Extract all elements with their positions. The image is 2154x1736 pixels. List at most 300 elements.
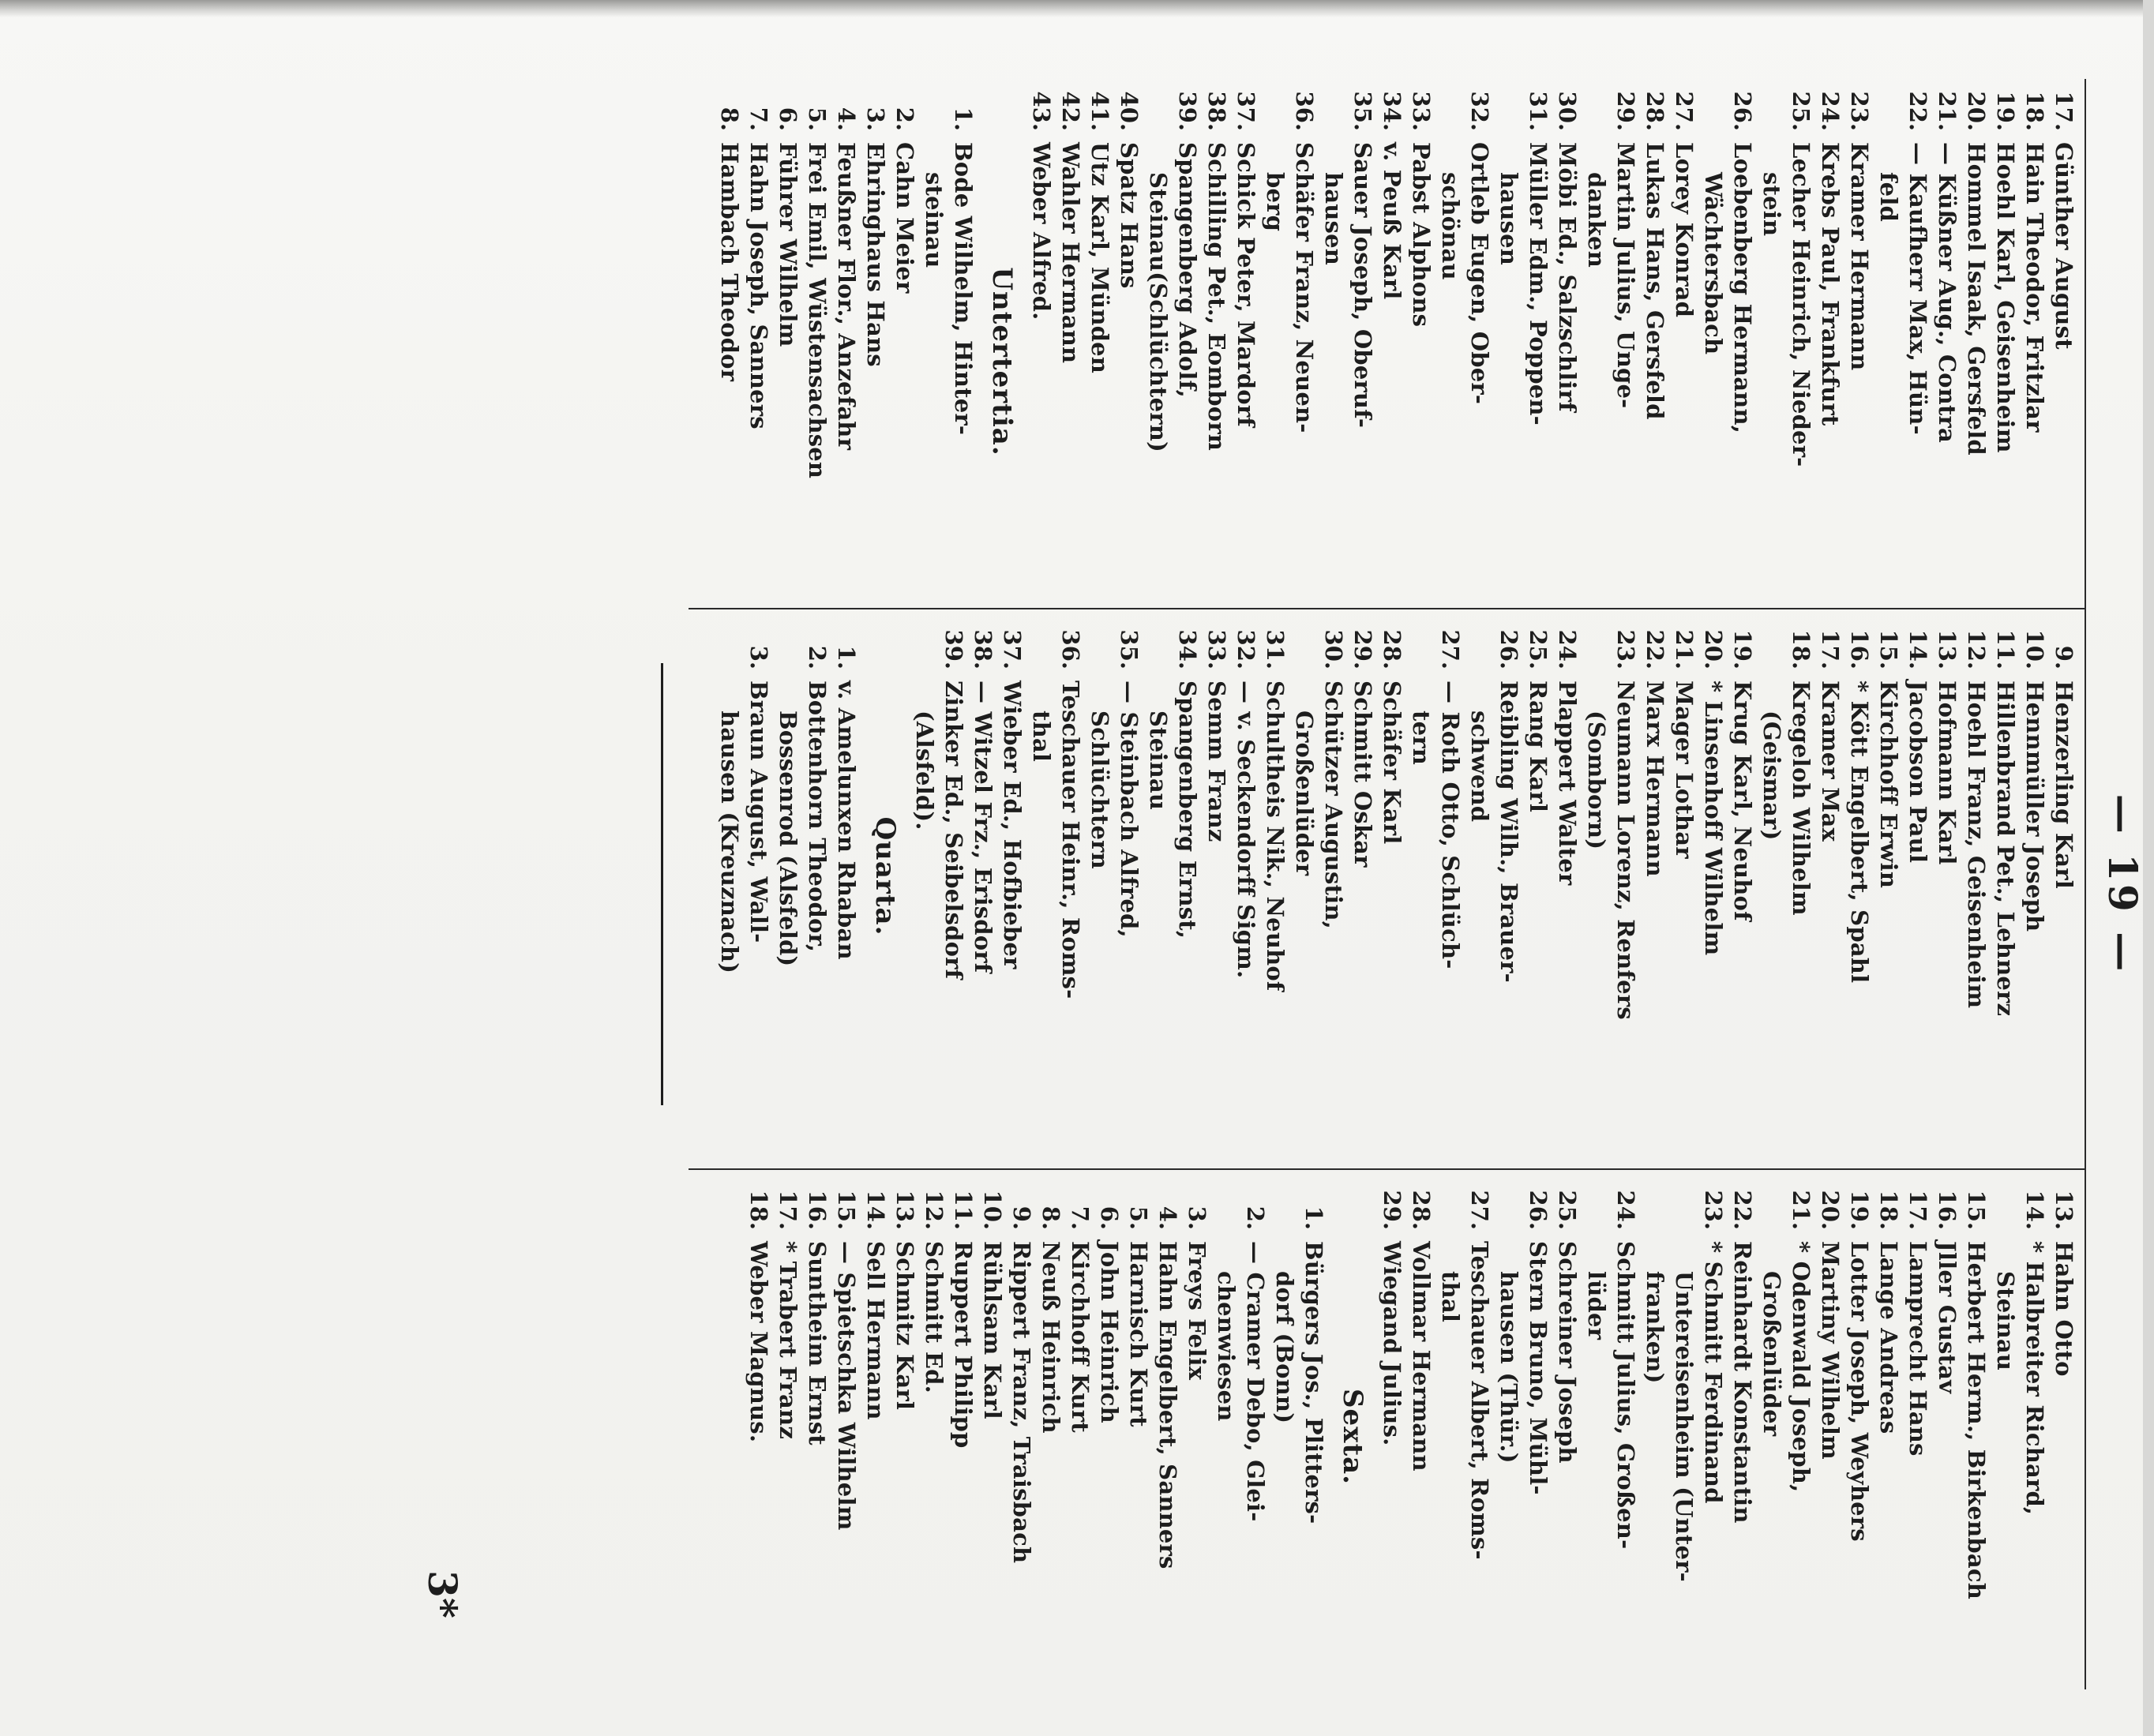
entry-number: 16. <box>1846 629 1873 669</box>
entry-number: 21. <box>1934 91 1961 131</box>
entry-number: 27. <box>1671 91 1698 131</box>
entry-text: Ortleb Eugen, Ober- <box>1466 142 1493 405</box>
entry-number: 3. <box>862 107 889 131</box>
list-entry-continuation <box>1582 85 1611 591</box>
entry-number: 39. <box>940 629 967 669</box>
entry-text: Lecher Heinrich, Nieder- <box>1788 142 1814 467</box>
entry-number: 29. <box>1349 629 1376 669</box>
entry-text: Steinau <box>1145 711 1172 811</box>
section-heading: Quarta. <box>869 816 901 936</box>
entry-text: Bossenrod (Alsfeld) <box>775 711 801 967</box>
list-entry <box>890 85 919 591</box>
entry-number: 6. <box>775 107 801 131</box>
list-entry <box>2049 1184 2078 1689</box>
entry-number: 28. <box>1379 629 1405 669</box>
entry-number: 36. <box>1057 629 1084 669</box>
list-entry <box>2049 624 2078 1129</box>
entry-number: 17. <box>1817 629 1844 669</box>
list-entry <box>1611 624 1640 1129</box>
entry-text: Weber Alfred. <box>1028 142 1055 321</box>
entry-number: 17. <box>775 1190 801 1230</box>
list-entry <box>2020 1184 2049 1689</box>
entry-text: Hofmann Karl <box>1934 681 1961 865</box>
list-entry <box>1844 85 1874 591</box>
entry-text: steinau <box>921 172 948 268</box>
entry-text: Teschauer Albert, Roms- <box>1466 1241 1493 1560</box>
entry-text: Plappert Walter <box>1554 681 1581 886</box>
list-entry <box>1465 1184 1494 1689</box>
entry-number: 32. <box>1466 91 1493 131</box>
entry-number: 8. <box>1038 1205 1064 1230</box>
page-number: — 19 — <box>2100 793 2146 975</box>
entry-text: Jacobson Paul <box>1904 681 1931 864</box>
entry-text: Führer Wilhelm <box>775 142 801 347</box>
entry-text: Utz Karl, Münden <box>1086 142 1113 374</box>
list-entry <box>1669 85 1698 591</box>
entry-number: 36. <box>1291 91 1318 131</box>
entry-text: Sell Hermann <box>862 1241 889 1420</box>
entry-text: Teschauer Heinr., Roms- <box>1057 681 1084 999</box>
entry-number: 2. <box>891 107 918 131</box>
list-entry <box>1611 85 1640 591</box>
list-entry-continuation <box>773 624 802 1129</box>
entry-number: 15. <box>833 1190 860 1230</box>
entry-number: 31. <box>1525 91 1552 131</box>
list-entry <box>1552 85 1582 591</box>
entry-text: Lotter Joseph, Weyhers <box>1846 1241 1873 1542</box>
decorative-rule <box>661 663 663 1105</box>
entry-number: 1. <box>833 645 860 669</box>
entry-text: Stern Bruno, Mühl- <box>1525 1241 1552 1495</box>
list-entry <box>968 624 997 1129</box>
list-entry-continuation <box>1319 85 1348 591</box>
entry-text: Kirchhoff Kurt <box>1067 1241 1094 1433</box>
entry-text: v. Amelunxen Rhaban <box>833 681 860 960</box>
entry-number: 1. <box>950 107 977 131</box>
entry-text: Schick Peter, Mardorf <box>1233 142 1259 427</box>
list-entry <box>1991 85 2020 591</box>
entry-number: 7. <box>745 107 772 131</box>
list-entry <box>1465 85 1494 591</box>
list-entry-continuation <box>1698 85 1728 591</box>
entry-number: 27. <box>1466 1190 1493 1230</box>
list-entry <box>1552 624 1582 1129</box>
list-entry-continuation <box>1260 85 1289 591</box>
entry-text: Bottenhorn Theodor, <box>804 681 831 953</box>
entry-number: 18. <box>2021 91 2048 131</box>
entry-number: 28. <box>1408 1190 1435 1230</box>
entry-number: 26. <box>1525 1190 1552 1230</box>
list-entry <box>773 85 802 591</box>
section-heading: Untertertia. <box>986 267 1018 456</box>
list-entry <box>978 1184 1007 1689</box>
list-entry <box>1377 624 1406 1129</box>
list-entry <box>1844 624 1874 1129</box>
entry-text: Rühlsam Karl <box>979 1241 1006 1419</box>
list-entry <box>1961 624 1991 1129</box>
entry-text: Spatz Hans <box>1116 142 1143 289</box>
entry-text: Wieber Ed., Hofbieber <box>999 681 1026 969</box>
list-entry <box>939 624 968 1129</box>
list-entry <box>1728 624 1757 1129</box>
list-entry <box>1094 1184 1124 1689</box>
list-entry <box>1289 85 1319 591</box>
list-entry <box>1698 1184 1728 1689</box>
list-entry <box>802 624 831 1129</box>
entry-text: — Küßner Aug., Contra <box>1934 142 1961 444</box>
list-entry <box>1932 624 1961 1129</box>
entry-number: 14. <box>1904 629 1931 669</box>
entry-text: hausen <box>1495 172 1522 266</box>
entry-text: Steinau <box>1992 1271 2019 1371</box>
list-entry <box>802 85 831 591</box>
entry-number: 11. <box>950 1190 977 1230</box>
entry-number: 27. <box>1437 629 1464 669</box>
list-entry <box>1153 1184 1182 1689</box>
entry-text: Bode Wilhelm, Hinter- <box>950 142 977 436</box>
list-entry-continuation <box>1757 1184 1786 1689</box>
entry-number: 18. <box>1875 1190 1902 1230</box>
list-entry-continuation <box>1494 85 1523 591</box>
entry-text: Wiegand Julius. <box>1379 1241 1405 1446</box>
entry-number: 37. <box>1233 91 1259 131</box>
rotated-text-frame <box>237 79 2148 1689</box>
entry-number: 3. <box>1184 1205 1210 1230</box>
scan-edge-shadow <box>0 0 2154 17</box>
list-entry <box>1786 624 1815 1129</box>
list-entry-continuation <box>1757 85 1786 591</box>
entry-text: Jller Gustav <box>1934 1241 1961 1394</box>
entry-text: (Somborn) <box>1583 711 1610 850</box>
entry-text: hausen (Kreuznach) <box>716 711 743 974</box>
entry-text: Steinau(Schlüchtern) <box>1145 172 1172 452</box>
entry-text: — Spietschka Wilhelm <box>833 1241 860 1531</box>
entry-number: 9. <box>1008 1205 1035 1230</box>
entry-text: Schmitt Oskar <box>1349 681 1376 868</box>
list-entry <box>1815 624 1844 1129</box>
entry-text: Wächtersbach <box>1700 172 1727 355</box>
list-entry <box>1406 1184 1435 1689</box>
entry-number: 24. <box>1817 91 1844 131</box>
entry-text: Ehringhaus Hans <box>862 142 889 367</box>
entry-text: * Halbreiter Richard, <box>2021 1241 2048 1516</box>
entry-text: Reibling Wilh., Brauer- <box>1495 681 1522 983</box>
list-entry <box>1260 624 1289 1129</box>
list-entry <box>1435 624 1465 1129</box>
column-divider-2 <box>689 1168 2086 1170</box>
entry-number: 30. <box>1554 91 1581 131</box>
entry-text: Martiny Wilhelm <box>1817 1241 1844 1460</box>
entry-text: Sauer Joseph, Oberuf- <box>1349 142 1376 429</box>
column-3 <box>744 1184 2078 1689</box>
entry-text: tern <box>1408 711 1435 766</box>
entry-number: 14. <box>862 1190 889 1230</box>
list-entry <box>1114 85 1143 591</box>
entry-number: 34. <box>1174 629 1201 669</box>
entry-text: stein <box>1758 172 1785 237</box>
entry-number: 23. <box>1846 91 1873 131</box>
entry-text: Kirchhoff Erwin <box>1875 681 1902 889</box>
list-entry <box>1124 1184 1153 1689</box>
entry-number: 22. <box>1642 629 1668 669</box>
entry-text: Schlüchtern <box>1086 711 1113 869</box>
header-rule <box>2085 79 2086 1689</box>
entry-text: Schreiner Joseph <box>1554 1241 1581 1464</box>
entry-text: Hoehl Karl, Geisenheim <box>1992 142 2019 453</box>
list-entry <box>1961 1184 1991 1689</box>
list-entry <box>1202 85 1231 591</box>
entry-number: 17. <box>1904 1190 1931 1230</box>
entry-text: Reinhardt Konstantin <box>1729 1241 1756 1524</box>
entry-text: Neuß Heinrich <box>1038 1241 1064 1434</box>
entry-text: Vollmar Hermann <box>1408 1241 1435 1472</box>
entry-text: — v. Seckendorff Sigm. <box>1233 681 1259 979</box>
list-entry <box>744 624 773 1129</box>
entry-text: Herbert Herm., Birkenbach <box>1963 1241 1990 1599</box>
list-entry <box>773 1184 802 1689</box>
list-entry <box>861 1184 890 1689</box>
entry-text: (Geismar) <box>1758 711 1785 841</box>
entry-text: Weber Magnus. <box>745 1241 772 1443</box>
list-entry <box>1377 85 1406 591</box>
list-entry <box>1494 624 1523 1129</box>
list-entry <box>831 85 861 591</box>
list-entry <box>1299 1184 1328 1689</box>
entry-text: Lorey Konrad <box>1671 142 1698 318</box>
list-entry-continuation <box>1143 85 1173 591</box>
list-entry <box>1182 1184 1211 1689</box>
entry-text: Lamprecht Hans <box>1904 1241 1931 1457</box>
list-entry <box>831 1184 861 1689</box>
list-entry <box>1903 624 1932 1129</box>
list-entry <box>744 85 773 591</box>
list-entry <box>948 85 978 591</box>
entry-text: — Roth Otto, Schlüch- <box>1437 681 1464 969</box>
list-entry <box>2049 85 2078 591</box>
entry-text: schwend <box>1466 711 1493 823</box>
list-entry-continuation <box>1143 624 1173 1129</box>
entry-text: Cahn Meier <box>891 142 918 294</box>
entry-text: Spangenberg Adolf, <box>1174 142 1201 398</box>
entry-text: Zinker Ed., Seibelsdorf <box>940 681 967 980</box>
entry-text: John Heinrich <box>1096 1241 1123 1423</box>
entry-number: 3. <box>745 645 772 669</box>
entry-number: 15. <box>1963 1190 1990 1230</box>
entry-text: Lukas Hans, Gersfeld <box>1642 142 1668 420</box>
entry-text: Schultheis Nik., Neuhof <box>1262 681 1289 992</box>
entry-text: Spangenberg Ernst, <box>1174 681 1201 939</box>
entry-text: Großenlüder <box>1758 1271 1785 1437</box>
entry-number: 2. <box>804 645 831 669</box>
entry-number: 32. <box>1233 629 1259 669</box>
entry-number: 31. <box>1262 629 1289 669</box>
entry-text: — Witzel Frz., Erisdorf <box>970 681 996 973</box>
entry-text: Hahn Otto <box>2051 1241 2077 1377</box>
entry-text: Rippert Franz, Traisbach <box>1008 1241 1035 1564</box>
entry-number: 13. <box>1934 629 1961 669</box>
list-entry <box>948 1184 978 1689</box>
entry-text: Freys Felix <box>1184 1241 1210 1381</box>
entry-number: 26. <box>1729 91 1756 131</box>
entry-number: 22. <box>1729 1190 1756 1230</box>
list-entry <box>1874 624 1903 1129</box>
entry-number: 18. <box>745 1190 772 1230</box>
entry-text: Schilling Pet., Eomborn <box>1203 142 1230 452</box>
entry-text: thal <box>1437 1271 1464 1323</box>
list-entry-continuation <box>1640 1184 1669 1689</box>
list-entry <box>997 624 1026 1129</box>
entry-text: Wahler Hermann <box>1057 142 1084 364</box>
entry-text: chenwiesen <box>1213 1271 1240 1422</box>
entry-number: 24. <box>1554 629 1581 669</box>
entry-number: 39. <box>1174 91 1201 131</box>
list-entry <box>715 85 744 591</box>
list-entry-continuation <box>1874 85 1903 591</box>
entry-number: 20. <box>1817 1190 1844 1230</box>
entry-text: * Schmitt Ferdinand <box>1700 1241 1727 1504</box>
list-entry <box>1552 1184 1582 1689</box>
entry-number: 30. <box>1320 629 1347 669</box>
entry-number: 33. <box>1203 629 1230 669</box>
entry-text: feld <box>1875 172 1902 223</box>
list-entry <box>802 1184 831 1689</box>
entry-number: 2. <box>1242 1205 1269 1230</box>
list-entry-continuation <box>1026 624 1056 1129</box>
list-entry-continuation <box>1494 1184 1523 1689</box>
list-entry-continuation <box>1270 1184 1299 1689</box>
entry-text: Kregeloh Wilhelm <box>1788 681 1814 916</box>
entry-number: 34. <box>1379 91 1405 131</box>
list-entry <box>1728 1184 1757 1689</box>
entry-number: 35. <box>1116 629 1143 669</box>
entry-number: 16. <box>804 1190 831 1230</box>
list-entry <box>1056 624 1085 1129</box>
entry-number: 14. <box>2021 1190 2048 1230</box>
list-entry <box>1786 85 1815 591</box>
entry-text: Günther August <box>2051 142 2077 350</box>
list-entry <box>1202 624 1231 1129</box>
entry-text: Müller Edm., Poppen- <box>1525 142 1552 426</box>
entry-text: Hambach Theodor <box>716 142 743 382</box>
entry-text: * Kött Engelbert, Spahl <box>1846 681 1873 984</box>
entry-number: 11. <box>1992 629 2019 669</box>
entry-text: — Kaufherr Max, Hün- <box>1904 142 1931 435</box>
entry-number: 12. <box>921 1190 948 1230</box>
entry-number: 10. <box>2021 629 2048 669</box>
list-entry <box>1523 624 1552 1129</box>
list-entry-continuation <box>1991 1184 2020 1689</box>
entry-text: Schäfer Franz, Neuen- <box>1291 142 1318 433</box>
list-entry <box>1903 85 1932 591</box>
entry-text: Semm Franz <box>1203 681 1230 842</box>
entry-text: Kramer Hermann <box>1846 142 1873 371</box>
list-entry <box>1874 1184 1903 1689</box>
entry-text: Schäfer Karl <box>1379 681 1405 845</box>
entry-text: Hennmüller Joseph <box>2021 681 2048 932</box>
entry-text: Ruppert Philipp <box>950 1241 977 1449</box>
entry-number: 4. <box>833 107 860 131</box>
entry-number: 4. <box>1154 1205 1181 1230</box>
list-entry <box>1231 624 1260 1129</box>
entry-text: * Linsenhoff Wilhelm <box>1700 681 1727 956</box>
entry-number: 12. <box>1963 629 1990 669</box>
entry-text: * Trabert Franz <box>775 1241 801 1440</box>
list-entry <box>2020 85 2049 591</box>
list-entry <box>1640 85 1669 591</box>
entry-text: Lange Andreas <box>1875 1241 1902 1434</box>
list-entry <box>1173 85 1202 591</box>
entry-number: 22. <box>1904 91 1931 131</box>
list-entry <box>2020 624 2049 1129</box>
entry-text: Pabst Alphons <box>1408 142 1435 328</box>
entry-number: 35. <box>1349 91 1376 131</box>
entry-text: Marx Hermann <box>1642 681 1668 877</box>
entry-number: 23. <box>1612 629 1639 669</box>
entry-text: Krebs Paul, Frankfurt <box>1817 142 1844 426</box>
entry-text: Henzerling Karl <box>2051 681 2077 889</box>
entry-text: berg <box>1262 172 1289 232</box>
column-1 <box>715 85 2078 591</box>
column-divider-1 <box>689 608 2086 609</box>
entry-number: 40. <box>1116 91 1143 131</box>
entry-text: Schmitz Karl <box>891 1241 918 1411</box>
entry-text: (Alsfeld). <box>911 711 938 831</box>
list-entry <box>1932 1184 1961 1689</box>
entry-text: Rang Karl <box>1525 681 1552 813</box>
entry-text: Schmitt Ed. <box>921 1241 948 1393</box>
entry-number: 25. <box>1525 629 1552 669</box>
entry-text: * Odenwald Joseph, <box>1788 1241 1814 1493</box>
entry-text: Kramer Max <box>1817 681 1844 842</box>
entry-number: 5. <box>804 107 831 131</box>
column-2 <box>715 624 2078 1129</box>
list-entry <box>1173 624 1202 1129</box>
list-entry-continuation <box>1406 624 1435 1129</box>
list-entry <box>1231 85 1260 591</box>
entry-number: 26. <box>1495 629 1522 669</box>
list-entry <box>831 624 861 1129</box>
entry-number: 28. <box>1642 91 1668 131</box>
entry-text: Harnisch Kurt <box>1125 1241 1152 1427</box>
list-entry <box>1698 624 1728 1129</box>
entry-text: Loebenberg Hermann, <box>1729 142 1756 434</box>
entry-number: 13. <box>891 1190 918 1230</box>
entry-text: Frei Emil, Wüstensachsen <box>804 142 831 479</box>
list-entry <box>1026 85 1056 591</box>
entry-text: Hahn Engelbert, Sanners <box>1154 1241 1181 1569</box>
list-entry <box>744 1184 773 1689</box>
section-heading: Sexta. <box>1337 1388 1368 1486</box>
entry-text: thal <box>1028 711 1055 763</box>
list-entry-continuation <box>1435 85 1465 591</box>
entry-number: 38. <box>1203 91 1230 131</box>
entry-text: Braun August, Wall- <box>745 681 772 943</box>
entry-number: 18. <box>1788 629 1814 669</box>
list-entry <box>1786 1184 1815 1689</box>
list-entry <box>919 1184 948 1689</box>
list-entry <box>1007 1184 1036 1689</box>
list-entry <box>1815 1184 1844 1689</box>
entry-number: 24. <box>1612 1190 1639 1230</box>
entry-text: Hommel Isaak, Gersfeld <box>1963 142 1990 456</box>
list-entry <box>1240 1184 1270 1689</box>
list-entry <box>1991 624 2020 1129</box>
entry-number: 23. <box>1700 1190 1727 1230</box>
entry-text: schönau <box>1437 172 1464 280</box>
entry-number: 16. <box>1934 1190 1961 1230</box>
entry-number: 19. <box>1846 1190 1873 1230</box>
entry-number: 37. <box>999 629 1026 669</box>
